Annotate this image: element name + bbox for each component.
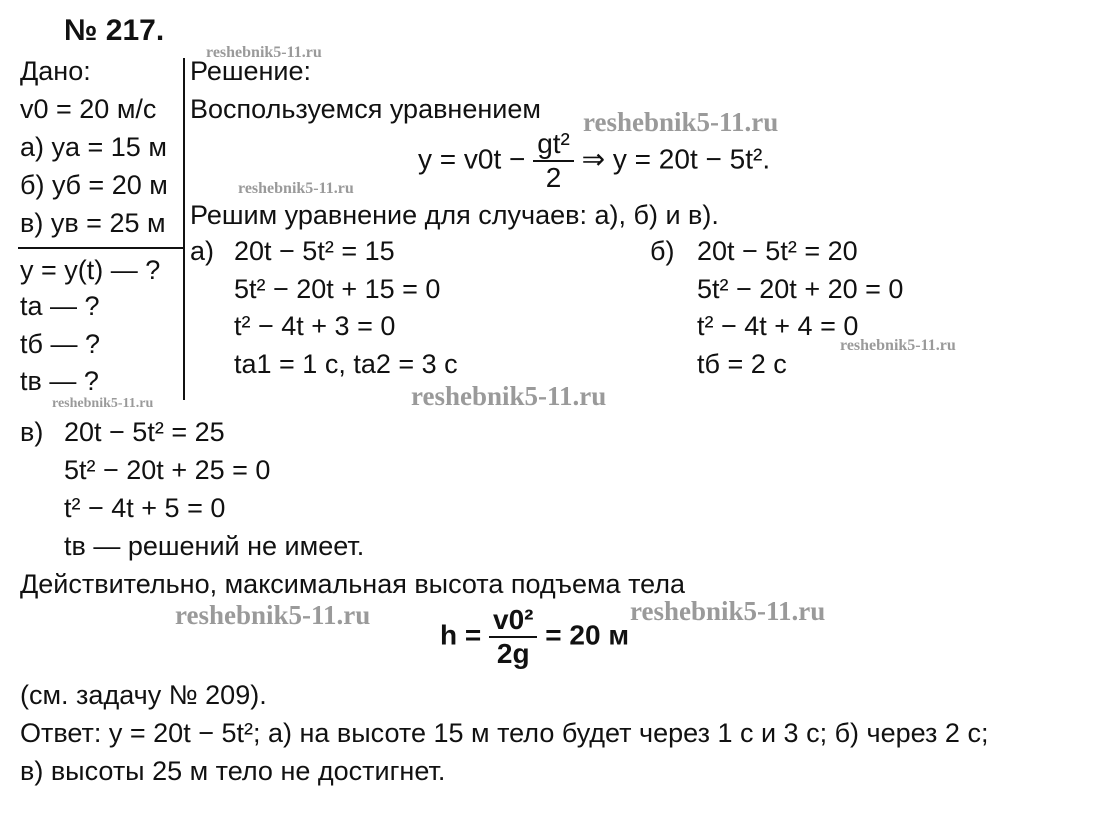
case-a-label: а)	[190, 236, 215, 266]
case-v-line: 5t² − 20t + 25 = 0	[64, 455, 271, 485]
main-eq-numerator: gt²	[537, 128, 570, 159]
max-height-rhs: = 20 м	[545, 619, 630, 651]
main-eq-fraction	[533, 128, 574, 194]
case-v-line: t² − 4t + 5 = 0	[64, 493, 226, 523]
max-height-denominator: 2g	[496, 638, 530, 669]
unknown-line: tб — ?	[20, 329, 100, 359]
case-b-label: б)	[650, 236, 675, 266]
main-equation	[418, 128, 770, 194]
case-b-line: 5t² − 20t + 20 = 0	[697, 274, 904, 304]
case-b-line: t² − 4t + 4 = 0	[697, 311, 859, 341]
watermark-large: reshebnik5-11.ru	[175, 600, 371, 630]
watermark-small: reshebnik5-11.ru	[52, 396, 154, 411]
main-eq-lhs: y = v0t −	[418, 143, 526, 175]
given-line: v0 = 20 м/с	[20, 94, 157, 124]
case-b-line: tб = 2 с	[697, 349, 787, 379]
watermark-small: reshebnik5-11.ru	[206, 44, 322, 61]
max-height-formula	[440, 604, 629, 670]
watermark-large: reshebnik5-11.ru	[630, 596, 826, 626]
answer-line: Ответ: y = 20t − 5t²; а) на высоте 15 м тело будет через 1 с и 3 с; б) через 2 с;	[20, 718, 989, 748]
watermark-small: reshebnik5-11.ru	[840, 337, 956, 354]
solution-header: Решение:	[190, 56, 312, 86]
main-eq-denominator: 2	[545, 162, 562, 193]
max-height-numerator: v0²	[493, 604, 534, 635]
case-a-line: 5t² − 20t + 15 = 0	[234, 274, 441, 304]
case-a-line: t² − 4t + 3 = 0	[234, 311, 396, 341]
given-line: а) yа = 15 м	[20, 132, 167, 162]
max-height-fraction	[489, 604, 537, 670]
solution-intro: Воспользуемся уравнением	[190, 94, 541, 124]
watermark-large: reshebnik5-11.ru	[583, 107, 779, 137]
case-a-line: tа1 = 1 с, tа2 = 3 с	[234, 349, 458, 379]
unknown-line: tа — ?	[20, 291, 100, 321]
problem-title: № 217.	[64, 14, 165, 47]
max-height-text: Действительно, максимальная высота подъема тела	[20, 569, 686, 599]
main-eq-rhs: ⇒ y = 20t − 5t².	[581, 143, 771, 175]
cases-intro: Решим уравнение для случаев: а), б) и в).	[190, 200, 719, 230]
given-line: б) yб = 20 м	[20, 170, 168, 200]
watermark-large: reshebnik5-11.ru	[411, 381, 607, 411]
answer-line: в) высоты 25 м тело не достигнет.	[20, 756, 446, 786]
unknown-line: tв — ?	[20, 366, 99, 396]
reference-text: (см. задачу № 209).	[20, 680, 267, 710]
given-line: в) yв = 25 м	[20, 208, 166, 238]
watermark-small: reshebnik5-11.ru	[238, 180, 354, 197]
case-v-line: 20t − 5t² = 25	[64, 417, 225, 447]
given-divider	[18, 247, 184, 249]
case-a-line: 20t − 5t² = 15	[234, 236, 395, 266]
case-v-label: в)	[20, 417, 44, 447]
given-separator	[183, 58, 185, 400]
given-header: Дано:	[20, 56, 91, 86]
unknown-line: y = y(t) — ?	[20, 255, 161, 285]
case-b-line: 20t − 5t² = 20	[697, 236, 858, 266]
case-v-line: tв — решений не имеет.	[64, 531, 365, 561]
max-height-lhs: h =	[440, 619, 482, 651]
